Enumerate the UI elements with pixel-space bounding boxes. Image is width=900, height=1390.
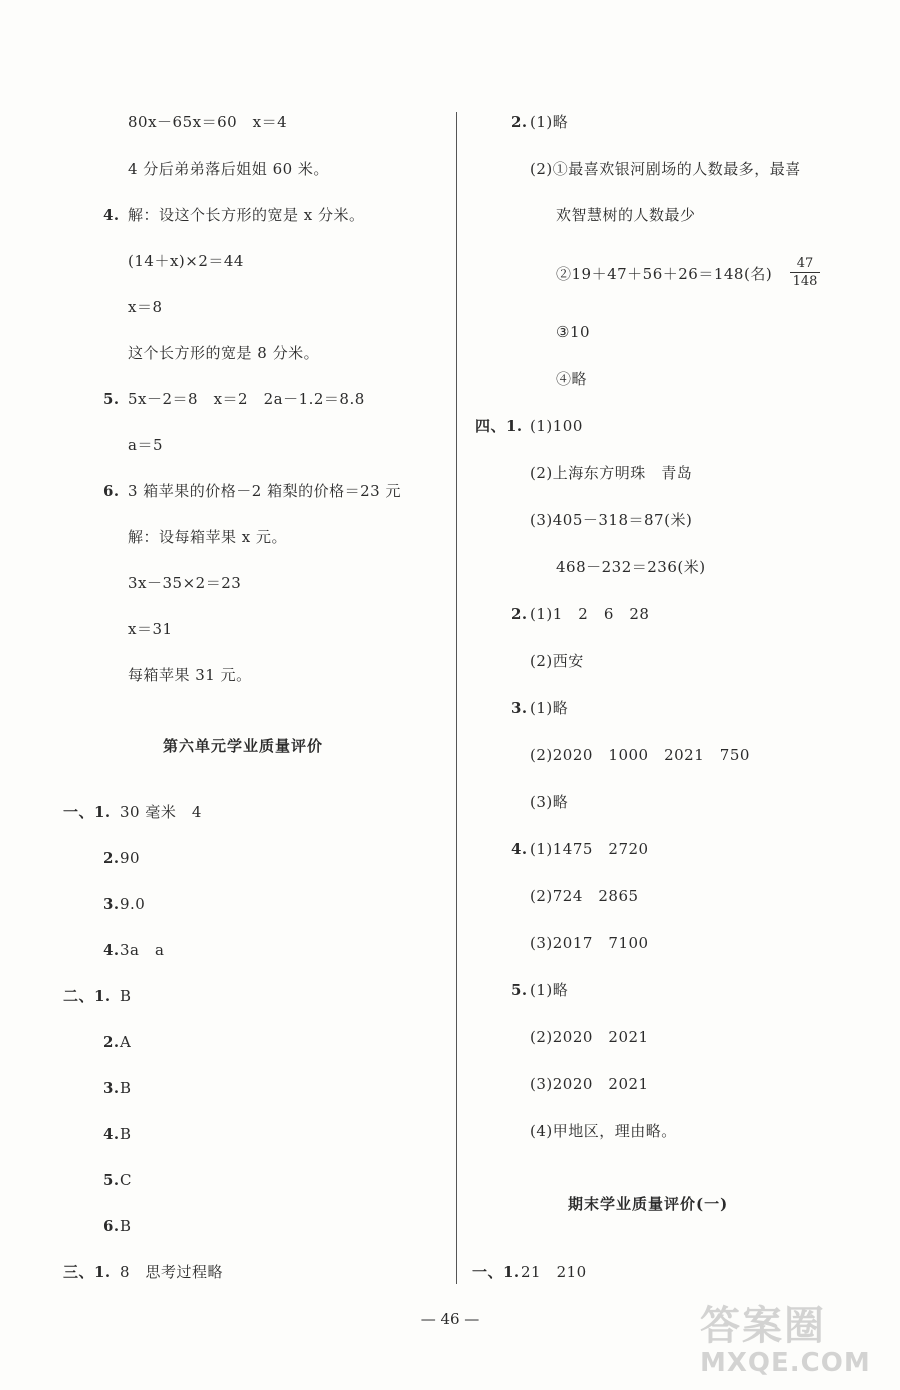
question-number: 2.: [511, 113, 528, 131]
question-number: 4.: [103, 206, 120, 224]
question-number: 3.: [511, 699, 528, 717]
answer-line: 8 思考过程略: [120, 1263, 224, 1281]
answer-line: (2)2020 1000 2021 750: [530, 746, 750, 764]
column-divider: [456, 112, 457, 1284]
equation-line: (3)405－318＝87(米): [530, 511, 693, 529]
answer-line: (2)上海东方明珠 青岛: [530, 464, 693, 482]
answer-line: (1)1 2 6 28: [530, 605, 650, 623]
answer-line: 90: [120, 849, 141, 867]
question-number: 2.: [103, 1033, 120, 1051]
watermark-logo: [700, 1304, 890, 1384]
answer-line: (2)①最喜欢银河剧场的人数最多，最喜: [530, 160, 801, 178]
section-heading: 期末学业质量评价(一): [568, 1195, 729, 1213]
question-number: 4.: [103, 1125, 120, 1143]
section-label: 一、1.: [472, 1263, 520, 1281]
answer-line: (1)1475 2720: [530, 840, 649, 858]
equation-line: 5x－2＝8 x＝2 2a－1.2＝8.8: [128, 390, 365, 408]
answer-line: 欢智慧树的人数最少: [556, 206, 696, 224]
answer-line: 解：设这个长方形的宽是 x 分米。: [128, 206, 365, 224]
answer-line: 这个长方形的宽是 8 分米。: [128, 344, 320, 362]
question-number: 5.: [103, 1171, 120, 1189]
equation-line: ②19＋47＋56＋26＝148(名): [556, 265, 773, 283]
equation-line: 80x－65x＝60 x＝4: [128, 113, 288, 131]
answer-line: 解：设每箱苹果 x 元。: [128, 528, 287, 546]
answer-line: (4)甲地区，理由略。: [530, 1122, 677, 1140]
answer-line: 21 210: [521, 1263, 587, 1281]
answer-line: ③10: [556, 323, 591, 341]
watermark-bottom: MXQE.COM: [700, 1348, 871, 1378]
section-label: 三、1.: [63, 1263, 111, 1281]
answer-line: B: [120, 1125, 132, 1143]
answer-line: (2)2020 2021: [530, 1028, 649, 1046]
equation-line: 468－232＝236(米): [556, 558, 706, 576]
section-label: 二、1.: [63, 987, 111, 1005]
answer-line: (2)西安: [530, 652, 584, 670]
fraction-denominator: 148: [792, 274, 818, 289]
question-number: 4.: [511, 840, 528, 858]
answer-line: C: [120, 1171, 132, 1189]
fraction: [788, 256, 822, 289]
answer-line: A: [120, 1033, 132, 1051]
section-heading: 第六单元学业质量评价: [163, 737, 324, 755]
section-label: 一、1.: [63, 803, 111, 821]
equation-line: a＝5: [128, 436, 163, 454]
answer-line: (1)略: [530, 981, 569, 999]
question-number: 6.: [103, 482, 120, 500]
page-number: — 46 —: [420, 1310, 480, 1328]
fraction-bar: [790, 272, 820, 273]
answer-line: (3)2020 2021: [530, 1075, 649, 1093]
answer-line: (2)724 2865: [530, 887, 639, 905]
question-number: 2.: [511, 605, 528, 623]
answer-line: (1)略: [530, 699, 569, 717]
answer-line: 3a a: [120, 941, 165, 959]
watermark-top: 答案圈: [700, 1303, 826, 1349]
answer-line: 9.0: [120, 895, 146, 913]
answer-line: B: [120, 987, 132, 1005]
answer-line: (3)2017 7100: [530, 934, 649, 952]
equation-line: 3x－35×2＝23: [128, 574, 242, 592]
question-number: 5.: [511, 981, 528, 999]
equation-line: x＝31: [128, 620, 173, 638]
question-number: 4.: [103, 941, 120, 959]
answer-line: 每箱苹果 31 元。: [128, 666, 252, 684]
answer-line: (3)略: [530, 793, 569, 811]
question-number: 3.: [103, 895, 120, 913]
question-number: 6.: [103, 1217, 120, 1235]
answer-line: ④略: [556, 370, 588, 388]
answer-line: B: [120, 1217, 132, 1235]
answer-line: B: [120, 1079, 132, 1097]
equation-line: x＝8: [128, 298, 163, 316]
answer-line: 30 毫米 4: [120, 803, 202, 821]
answer-line: (1)略: [530, 113, 569, 131]
answer-line: (1)100: [530, 417, 583, 435]
question-number: 2.: [103, 849, 120, 867]
answer-line: 4 分后弟弟落后姐姐 60 米。: [128, 160, 329, 178]
answer-line: 3 箱苹果的价格－2 箱梨的价格＝23 元: [128, 482, 401, 500]
fraction-numerator: 47: [796, 256, 814, 271]
section-label: 四、1.: [475, 417, 523, 435]
equation-line: (14＋x)×2＝44: [128, 252, 244, 270]
question-number: 5.: [103, 390, 120, 408]
question-number: 3.: [103, 1079, 120, 1097]
